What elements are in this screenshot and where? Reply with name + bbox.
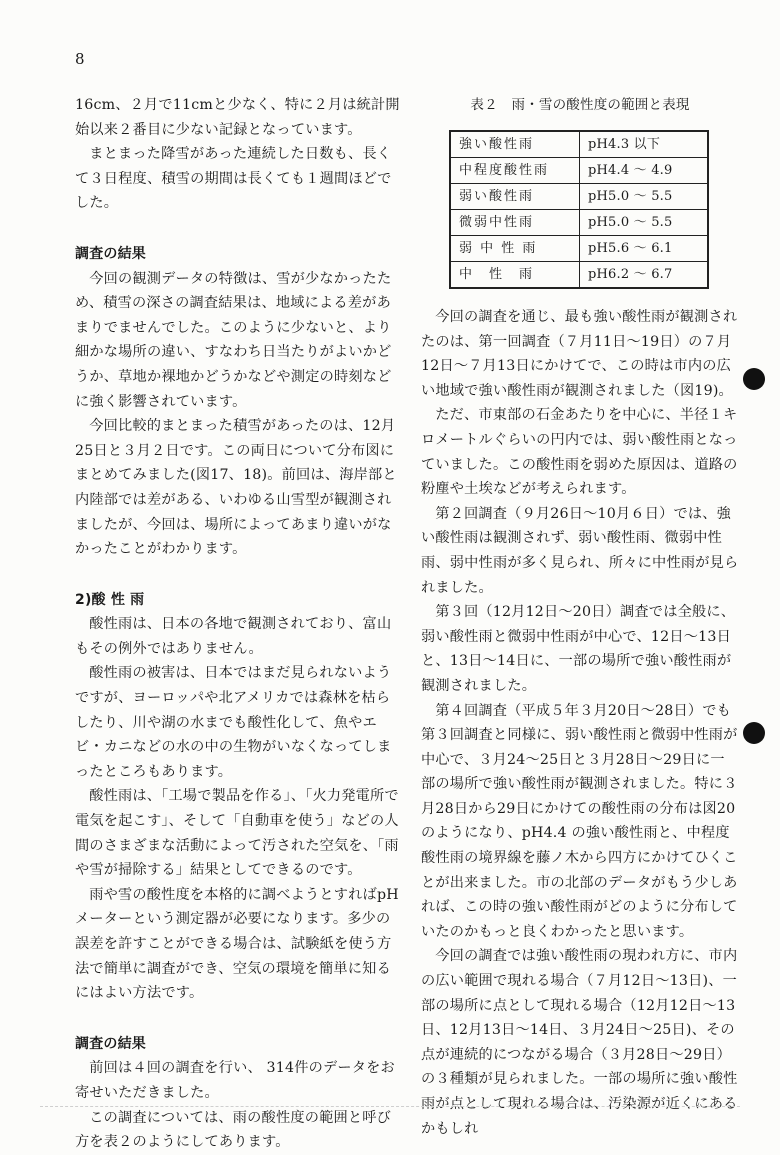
paragraph: 雨や雪の酸性度を本格的に調べようとすればpHメーターという測定器が必要になります。多少の誤差を許すことができる場合は、試験紙を使う方法で簡単に調査ができ、空気の環境を簡単に知るにはよい方法です。: [75, 886, 399, 1002]
table-row: [450, 210, 708, 236]
right-column: [421, 96, 739, 1141]
paragraph: 今回の調査では強い酸性雨の現われ方に、市内の広い範囲で現れる場合（７月12日～13日)、一部の場所に点として現れる場合（12月12日～13日、12月13日～14日、３月24日～25日)、その点が連続的につながる場合（３月28日～29日）の３種類が見られました。一部の場所に強い酸性雨が点として現れる場合は、汚染源が近くにあるかもしれ: [421, 948, 738, 1137]
paragraph: 今回の調査を通じ、最も強い酸性雨が観測されたのは、第一回調査（７月11日～19日）の７月12日～７月13日にかけてで、この時は市内の広い地域で強い酸性雨が観測されました（図19)。: [421, 309, 738, 399]
paragraph: 16cm、２月で11cmと少なく、特に２月は統計開始以来２番目に少ない記録となっています。: [75, 97, 400, 138]
section-heading-acid-rain: 2)酸 性 雨: [75, 591, 145, 608]
table-row: [450, 262, 708, 289]
table-cell-range: pH5.0 ～ 5.5: [580, 210, 709, 236]
table-cell-category: 弱い酸性雨: [450, 184, 580, 210]
section-heading-survey-results: 調査の結果: [75, 1035, 146, 1052]
table-cell-category: 中 性 雨: [450, 262, 580, 289]
page-number: 8: [75, 50, 85, 68]
table-cell-category: 弱 中 性 雨: [450, 236, 580, 262]
section-heading-results: 調査の結果: [75, 245, 146, 262]
table-cell-category: 中程度酸性雨: [450, 158, 580, 184]
paragraph: ただ、市東部の石金あたりを中心に、半径１キロメートルぐらいの円内では、弱い酸性雨となっていました。この酸性雨を弱めた原因は、道路の粉塵や土埃などが考えられます。: [421, 407, 738, 498]
paragraph: 酸性雨は、日本の各地で観測されており、富山もその例外ではありません。: [75, 616, 392, 657]
table-cell-range: pH5.0 ～ 5.5: [580, 184, 709, 210]
table-cell-category: 微弱中性雨: [450, 210, 580, 236]
left-column: [75, 93, 403, 1155]
table-row: [450, 184, 708, 210]
acidity-table: [449, 130, 709, 289]
paragraph: この調査については、雨の酸性度の範囲と呼び方を表２のようにしてあります。: [75, 1109, 392, 1151]
table-cell-range: pH4.4 ～ 4.9: [580, 158, 709, 184]
table-caption: 表２ 雨・雪の酸性度の範囲と表現: [470, 97, 690, 113]
paragraph: 第４回調査（平成５年３月20日～28日）でも第３回調査と同様に、弱い酸性雨と微弱中性雨が中心で、３月24～25日と３月28日～29日に一部の場所で強い酸性雨が観測されました。特に３月28日から29日にかけての酸性雨の分布は図20のようになり、pH4.4 の強い酸性雨と、中程度酸性雨の境界線を藤ノ木から四方にかけてひくことが出来ました。市の北部のデータがもう少しあれば、この時の強い酸性雨がどのように分布していたのかもっと良くわかったと思います。: [421, 702, 738, 940]
table-cell-category: 強い酸性雨: [450, 131, 580, 158]
table-cell-range: pH5.6 ～ 6.1: [580, 236, 709, 262]
table-cell-range: pH6.2 ～ 6.7: [580, 262, 709, 289]
table-row: [450, 236, 708, 262]
paragraph: まとまった降雪があった連続した日数も、長くて３日程度、積雪の期間は長くても１週間ほどでした。: [75, 146, 392, 212]
paragraph: 酸性雨は、「工場で製品を作る」、「火力発電所で電気を起こす」、そして「自動車を使う」などの人間のさまざまな活動によって汚された空気を、「雨や雪が掃除する」結果としてできるのです。: [75, 788, 399, 879]
paragraph: 前回は４回の調査を行い、 314件のデータをお寄せいただきました。: [75, 1060, 395, 1101]
binding-hole-mark: [743, 368, 765, 390]
table-row: [450, 158, 708, 184]
table-cell-range: pH4.3 以下: [580, 131, 709, 158]
paragraph: 酸性雨の被害は、日本ではまだ見られないようですが、ヨーロッパや北アメリカでは森林を枯らしたり、川や湖の水までも酸性化して、魚やエビ・カニなどの水の中の生物がいなくなってしまったところもあります。: [75, 665, 392, 780]
paragraph: 第２回調査（９月26日～10月６日）では、強い酸性雨は観測されず、弱い酸性雨、微弱中性雨、弱中性雨が多く見られ、所々に中性雨が見られました。: [421, 505, 739, 596]
paragraph: 第３回（12月12日～20日）調査では全般に、弱い酸性雨と微弱中性雨が中心で、12日～13日と、13日～14日に、一部の場所で強い酸性雨が観測されました。: [421, 604, 736, 694]
page-edge-line: [40, 1106, 740, 1107]
table-row: [450, 131, 708, 158]
paragraph: 今回比較的まとまった積雪があったのは、12月25日と３月２日です。この両日について分布図にまとめてみました(図17、18)。前回は、海岸部と内陸部では差がある、いわゆる山雪型が観測されましたが、今回は、場所によってあまり違いがなかったことがわかります。: [75, 418, 397, 558]
binding-hole-mark: [743, 722, 765, 744]
paragraph: 今回の観測データの特徴は、雪が少なかったため、積雪の深さの調査結果は、地域による差があまりでませんでした。このように少ないと、より細かな場所の違い、すなわち日当たりがよいかどうか、草地か裸地かどうかなどや測定の時刻などに強く影響されています。: [75, 270, 392, 410]
